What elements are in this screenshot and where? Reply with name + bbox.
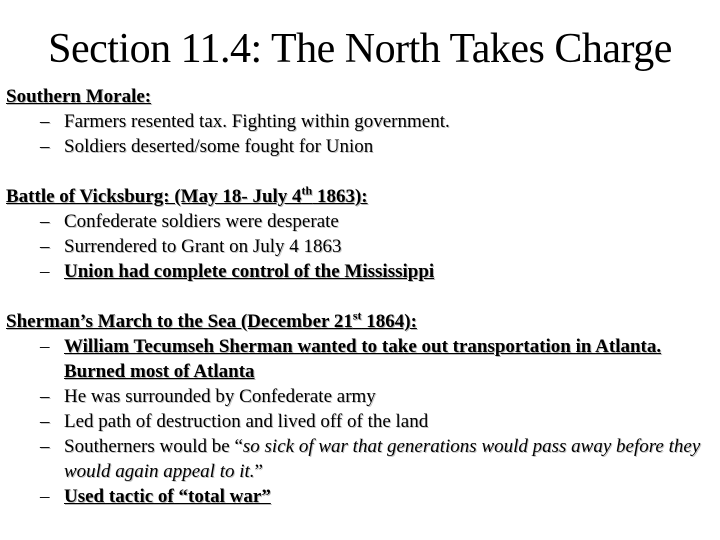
bullet-text: Surrendered to Grant on July 4 1863 — [64, 236, 342, 257]
bullet-item — [6, 234, 716, 259]
dash-bullet: – — [40, 136, 50, 157]
dash-bullet: – — [40, 436, 50, 457]
bullet-text: Led path of destruction and lived off of the land — [64, 411, 429, 432]
heading-text: Sherman’s March to the Sea (December 21 — [6, 311, 353, 332]
bullet-text: Farmers resented tax. Fighting within government. — [64, 111, 450, 132]
bullet-list-sherman — [6, 334, 716, 509]
heading-superscript: th — [301, 183, 313, 198]
bullet-text-emphasized: Union had complete control of the Mississippi — [64, 261, 435, 282]
bullet-list-vicksburg — [6, 209, 716, 284]
bullet-item-quote — [6, 434, 716, 484]
bullet-item — [6, 409, 716, 434]
bullet-text: Soldiers deserted/some fought for Union — [64, 136, 374, 157]
section-heading-vicksburg — [6, 184, 716, 209]
bullet-item — [6, 259, 716, 284]
bullet-item — [6, 384, 716, 409]
slide-title: Section 11.4: The North Takes Charge — [48, 26, 672, 72]
dash-bullet: – — [40, 386, 50, 407]
quote-end: ” — [254, 461, 263, 482]
bullet-text: Confederate soldiers were desperate — [64, 211, 339, 232]
bullet-text-emphasized: William Tecumseh Sherman wanted to take out transportation in Atlanta. Burned most of Atlanta — [64, 336, 662, 382]
spacer — [6, 159, 716, 184]
dash-bullet: – — [40, 211, 50, 232]
bullet-text: He was surrounded by Confederate army — [64, 386, 376, 407]
bullet-item — [6, 484, 716, 509]
dash-bullet: – — [40, 486, 50, 507]
dash-bullet: – — [40, 411, 50, 432]
heading-superscript: st — [352, 308, 362, 323]
spacer — [6, 284, 716, 309]
heading-text-end: 1864): — [361, 311, 417, 332]
bullet-item — [6, 109, 716, 134]
bullet-item — [6, 209, 716, 234]
dash-bullet: – — [40, 111, 50, 132]
heading-text: Battle of Vicksburg: (May 18- July 4 — [6, 186, 302, 207]
dash-bullet: – — [40, 261, 50, 282]
quote-lead: Southerners would be “ — [64, 436, 243, 457]
bullet-item — [6, 334, 716, 384]
bullet-item — [6, 134, 716, 159]
bullet-list-southern-morale — [6, 109, 716, 159]
quote-italic: so sick of war that generations would pass away before they would again appeal to it. — [64, 436, 701, 482]
slide-content — [6, 84, 716, 509]
section-heading-sherman — [6, 309, 716, 334]
dash-bullet: – — [40, 236, 50, 257]
heading-text-end: 1863): — [312, 186, 368, 207]
bullet-text-emphasized: Used tactic of “total war” — [64, 486, 271, 507]
dash-bullet: – — [40, 336, 50, 357]
section-heading-southern-morale: Southern Morale: — [6, 86, 152, 107]
